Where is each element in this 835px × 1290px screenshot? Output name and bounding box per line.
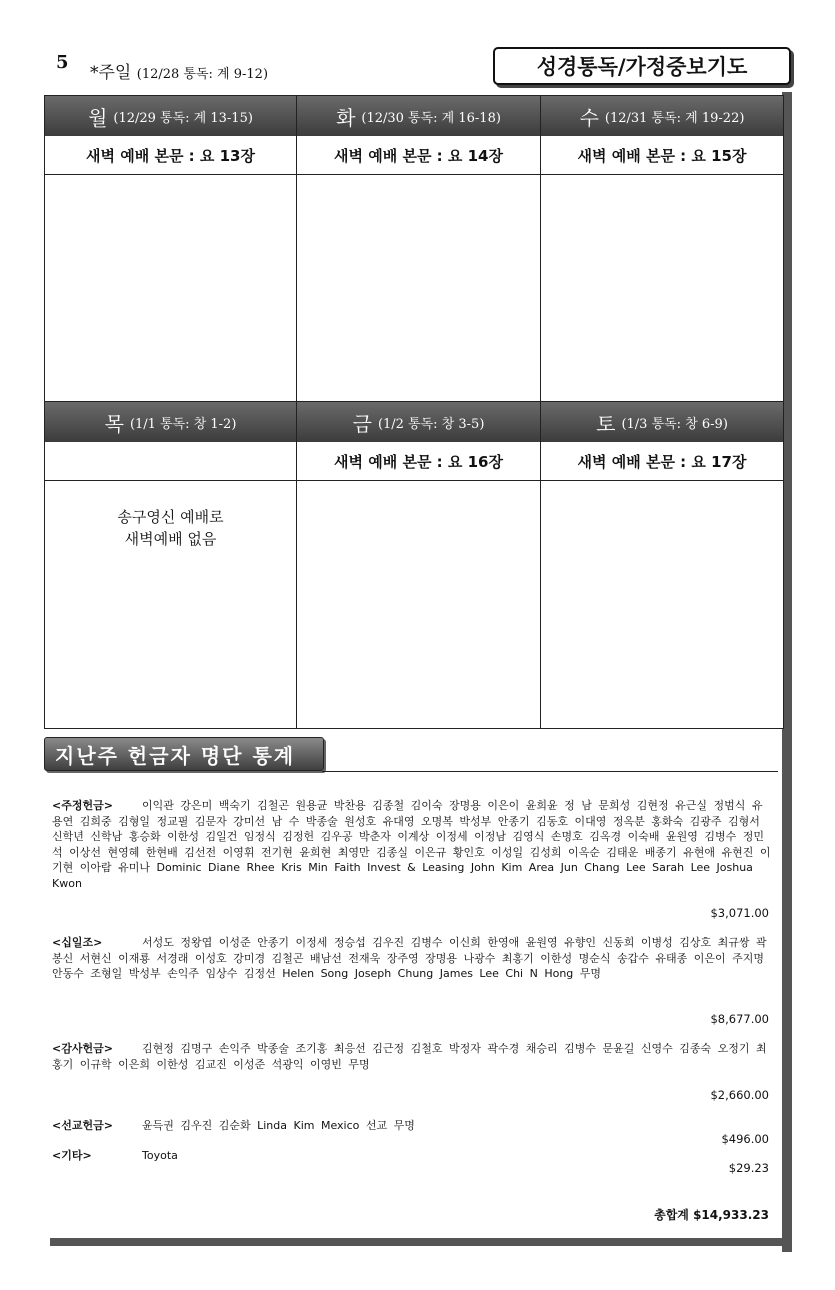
section-divider <box>322 771 778 772</box>
day-cell-thu <box>45 402 297 728</box>
weekly-reading-grid <box>44 95 784 729</box>
page-header-title: 성경통독/가정중보기도 <box>493 47 791 85</box>
day-header <box>541 96 783 136</box>
offering-amount: $2,660.00 <box>710 1088 769 1102</box>
offering-category-label: <십일조> <box>52 936 103 949</box>
offering-category <box>52 1118 772 1134</box>
day-cell-mon <box>45 96 297 402</box>
dawn-service-text: 새벽 예배 본문 : 요 16장 <box>297 442 540 481</box>
offering-donor-names: Toyota <box>142 1149 178 1162</box>
offering-amount: $8,677.00 <box>710 1012 769 1026</box>
offering-category <box>52 935 772 982</box>
dawn-service-text: 새벽 예배 본문 : 요 14장 <box>297 136 540 175</box>
offering-category-label: <주정헌금> <box>52 799 113 812</box>
offering-donor-names: 서성도 정왕엽 이성준 안종기 이정세 정승섭 김우진 김병수 이신희 한영애 윤원영 유향인 신동희 이병성 김상호 최규쌍 곽봉신 서현신 이재룡 서경래 이성호 강미경 김철곤 배남선 전재욱 장주영 장명용 나광수 최홍기 이한성 명순식 송갑수 유태종 이은이 주지명 안동수 조형일 박성부 손익주 임상수 김정선 Helen Song Joseph Chung James Lee Chi N Hong 무명 <box>52 936 767 980</box>
offering-donor-names: 김현정 김명구 손익주 박종술 조기홍 최응선 김근정 김철호 박정자 곽수경 채승리 김병수 문윤길 신영수 김종숙 오정기 최홍기 이규학 이은희 이한성 김교진 이성준 석광익 이영빈 무명 <box>52 1042 767 1071</box>
dawn-service-text <box>45 442 296 481</box>
offering-category-label: <선교헌금> <box>52 1119 113 1132</box>
day-cell-wed <box>541 96 783 402</box>
day-reading: (12/31 통독: 계 19-22) <box>604 110 745 126</box>
page-number: 5 <box>56 52 69 73</box>
dawn-service-text: 새벽 예배 본문 : 요 15장 <box>541 136 783 175</box>
day-header <box>541 402 783 442</box>
offering-amount: $3,071.00 <box>710 906 769 920</box>
offering-donor-names: 윤득권 김우진 김순화 Linda Kim Mexico 선교 무명 <box>142 1119 415 1132</box>
offering-category <box>52 798 772 891</box>
day-name: 월 <box>88 105 108 130</box>
day-note <box>45 506 296 550</box>
day-note-line: 송구영신 예배로 <box>117 508 224 526</box>
day-reading: (1/2 통독: 창 3-5) <box>377 416 485 432</box>
day-name: 토 <box>596 411 616 436</box>
sunday-reading <box>90 58 268 83</box>
day-header <box>297 402 540 442</box>
offering-amount: $29.23 <box>728 1161 769 1175</box>
dawn-service-text: 새벽 예배 본문 : 요 13장 <box>45 136 296 175</box>
day-cell-tue <box>297 96 541 402</box>
dawn-service-text: 새벽 예배 본문 : 요 17장 <box>541 442 783 481</box>
day-header <box>297 96 540 136</box>
day-reading: (12/30 통독: 계 16-18) <box>361 110 501 126</box>
day-header <box>45 402 296 442</box>
offering-category-label: <기타> <box>52 1149 92 1162</box>
offering-amount: $496.00 <box>721 1132 769 1146</box>
day-name: 목 <box>104 411 124 436</box>
day-cell-sat <box>541 402 783 728</box>
offering-category-label: <감사헌금> <box>52 1042 113 1055</box>
day-note-line: 새벽예배 없음 <box>124 530 217 548</box>
day-cell-fri <box>297 402 541 728</box>
sunday-label: *주일 <box>90 63 132 83</box>
day-header <box>45 96 296 136</box>
day-name: 수 <box>579 105 599 130</box>
day-reading: (12/29 통독: 계 13-15) <box>113 110 253 126</box>
page-shadow-bottom <box>50 1238 792 1246</box>
offering-category <box>52 1148 772 1164</box>
day-reading: (1/3 통독: 창 6-9) <box>621 416 728 432</box>
day-name: 금 <box>352 411 372 436</box>
offering-section-title: 지난주 헌금자 명단 통계 <box>44 737 324 771</box>
offering-donor-names: 이익관 강은미 백숙기 김철곤 원용균 박찬용 김종철 김이숙 장명용 이은이 윤희윤 정 남 문희성 김현정 유근실 정범식 유용연 김희중 김형일 정교필 김문자 강미선 남 수 박종술 원성호 유대영 오명복 박성부 안종기 김동호 이대영 정옥분 홍화숙 김광주 김형서 신학년 신학남 홍승화 이한성 김일건 임정식 김정헌 김우공 박춘자 이계상 이정세 이정남 김영식 손명호 김옥경 이숙배 윤원영 김병수 정민석 이상선 현영혜 한현배 김선전 이영휘 전기현 윤희현 최영만 김종실 이은규 황인호 이성일 김성희 이옥순 김태운 배종기 유현애 유현진 이기현 이아람 유미나 Dominic Diane Rhee Kris Min Faith Invest & Leasing John Kim Area Jun Chang Lee Sarah Lee Joshua Kwon <box>52 799 771 890</box>
offering-category <box>52 1041 772 1072</box>
sunday-reading-range: (12/28 통독: 계 9-12) <box>136 67 269 82</box>
day-name: 화 <box>336 105 356 130</box>
day-reading: (1/1 통독: 창 1-2) <box>129 416 237 432</box>
offering-grand-total: 총합계 $14,933.23 <box>654 1208 769 1222</box>
